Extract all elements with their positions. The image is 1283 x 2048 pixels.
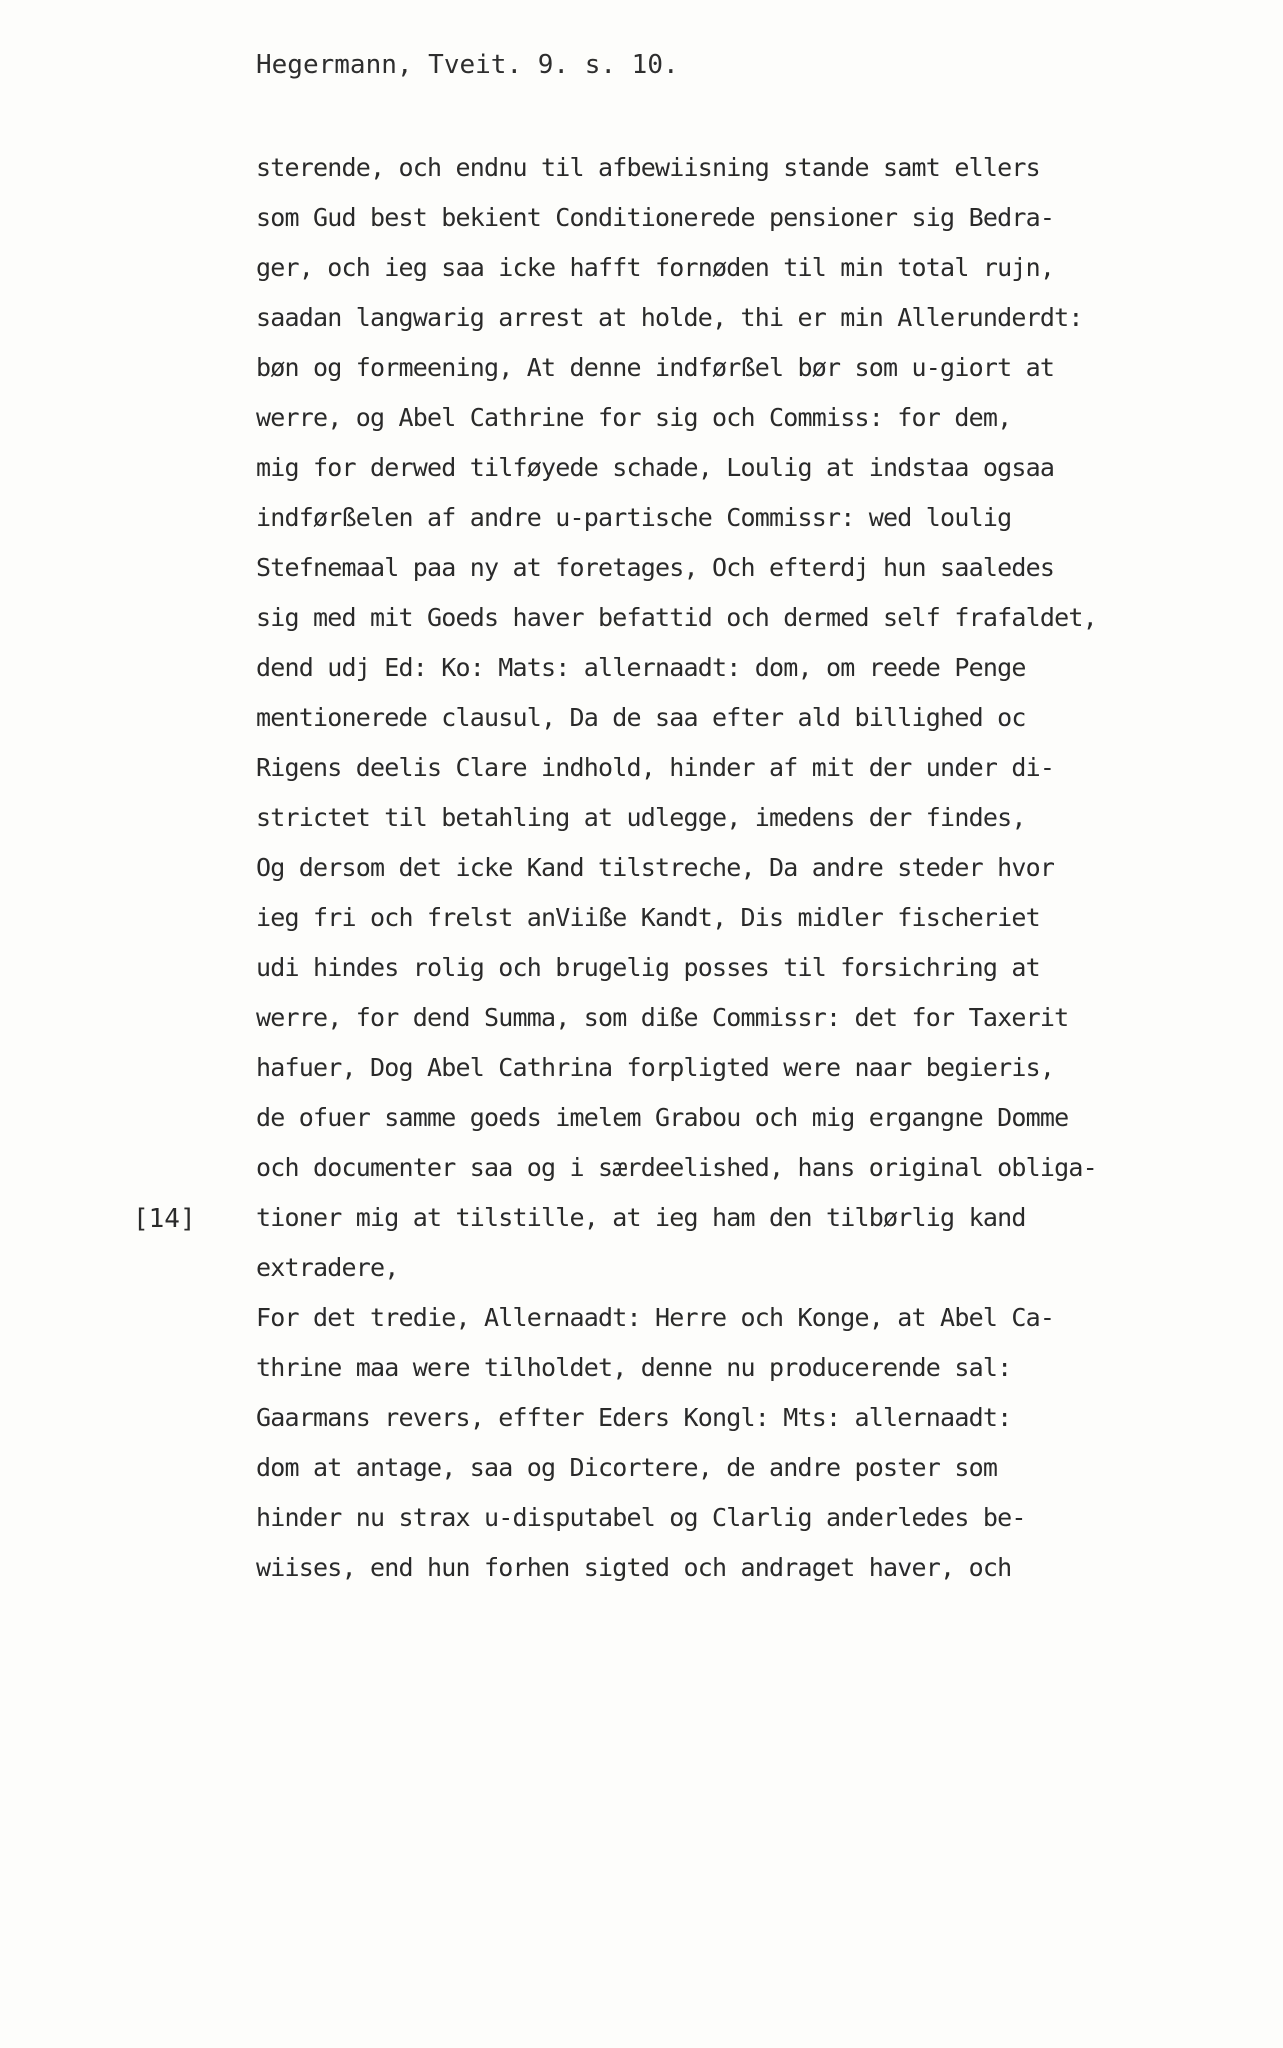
text-line: extradere,: [256, 1253, 399, 1282]
text-line: mentionerede clausul, Da de saa efter ald billighed oc: [256, 703, 1026, 732]
text-line: ger, och ieg saa icke hafft fornøden til min total rujn,: [256, 253, 1055, 282]
text-line: de ofuer samme goeds imelem Grabou och mig ergangne Domme: [256, 1103, 1069, 1132]
text-line: bøn og formeening, At denne indførßel bør som u-giort at: [256, 353, 1055, 382]
text-line: werre, for dend Summa, som diße Commissr: det for Taxerit: [256, 1003, 1069, 1032]
page-header: Hegermann, Tveit. 9. s. 10.: [256, 50, 679, 80]
text-line: For det tredie, Allernaadt: Herre och Konge, at Abel Ca-: [256, 1303, 1055, 1332]
text-line: sterende, och endnu til afbewiisning stande samt ellers: [256, 153, 1040, 182]
text-line: werre, og Abel Cathrine for sig och Commiss: for dem,: [256, 403, 1012, 432]
text-line: hafuer, Dog Abel Cathrina forpligted were naar begieris,: [256, 1053, 1055, 1082]
text-line: indførßelen af andre u-partische Commissr: wed loulig: [256, 503, 1012, 532]
text-line: och documenter saa og i særdeelished, hans original obliga-: [256, 1153, 1097, 1182]
text-line: ieg fri och frelst anViiße Kandt, Dis midler fischeriet: [256, 903, 1040, 932]
text-line: udi hindes rolig och brugelig posses til forsichring at: [256, 953, 1040, 982]
text-line: sig med mit Goeds haver befattid och dermed self frafaldet,: [256, 603, 1097, 632]
text-line: dend udj Ed: Ko: Mats: allernaadt: dom, om reede Penge: [256, 653, 1026, 682]
text-line: strictet til betahling at udlegge, imedens der findes,: [256, 803, 1026, 832]
text-line: Rigens deelis Clare indhold, hinder af mit der under di-: [256, 753, 1055, 782]
transcription-body: [256, 143, 1097, 1593]
margin-page-reference: [14]: [133, 1204, 196, 1234]
text-line: saadan langwarig arrest at holde, thi er min Allerunderdt:: [256, 303, 1083, 332]
text-line: Stefnemaal paa ny at foretages, Och efterdj hun saaledes: [256, 553, 1055, 582]
text-line: thrine maa were tilholdet, denne nu producerende sal:: [256, 1353, 1012, 1382]
text-line: tioner mig at tilstille, at ieg ham den tilbørlig kand: [256, 1203, 1026, 1232]
text-line: Og dersom det icke Kand tilstreche, Da andre steder hvor: [256, 853, 1055, 882]
text-line: mig for derwed tilføyede schade, Loulig at indstaa ogsaa: [256, 453, 1055, 482]
text-line: wiises, end hun forhen sigted och andraget haver, och: [256, 1553, 1012, 1582]
text-line: som Gud best bekient Conditionerede pensioner sig Bedra-: [256, 203, 1055, 232]
text-line: hinder nu strax u-disputabel og Clarlig anderledes be-: [256, 1503, 1026, 1532]
text-line: Gaarmans revers, effter Eders Kongl: Mts: allernaadt:: [256, 1403, 1012, 1432]
text-line: dom at antage, saa og Dicortere, de andre poster som: [256, 1453, 998, 1482]
